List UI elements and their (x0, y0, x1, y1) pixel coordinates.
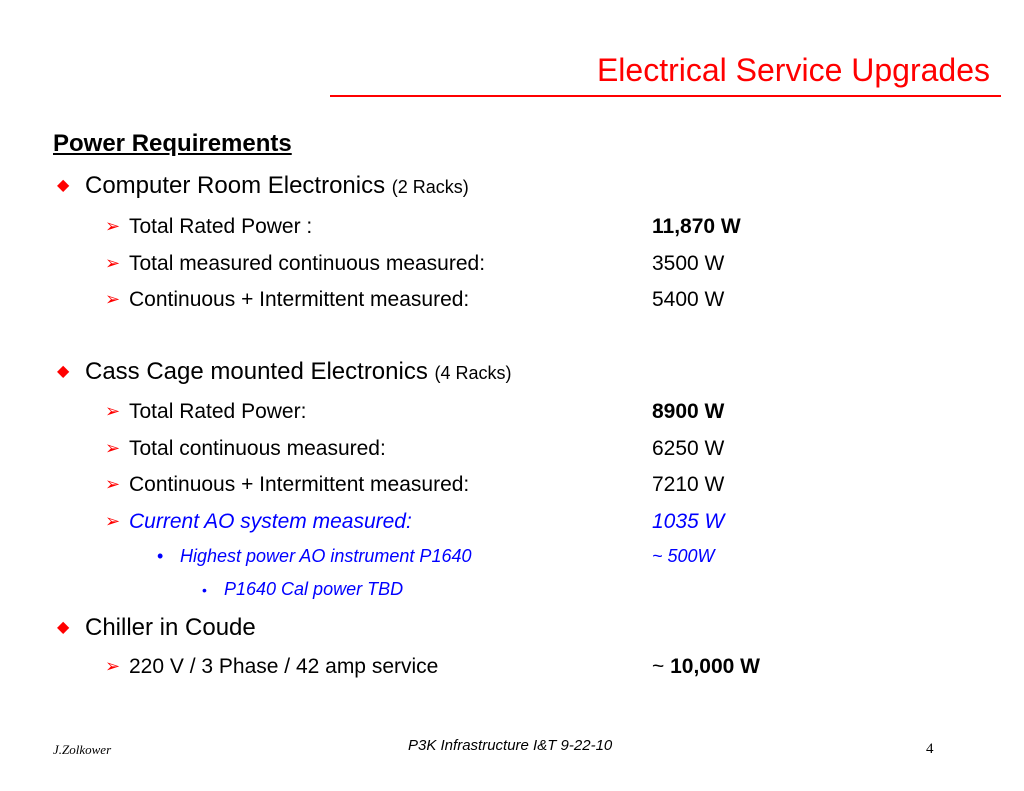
arrowhead-bullet-icon: ➢ (105, 511, 121, 531)
arrowhead-bullet-icon: ➢ (105, 474, 121, 494)
dot-bullet-icon: • (202, 582, 207, 598)
row-value: 6250 W (652, 437, 725, 460)
row-value: 3500 W (652, 252, 725, 275)
row-label: Total measured continuous measured: (129, 252, 486, 275)
footer-event: P3K Infrastructure I&T 9-22-10 (408, 737, 613, 754)
list-item (105, 400, 306, 424)
list-item (157, 546, 471, 567)
value-amount: 10,000 W (670, 655, 760, 678)
arrowhead-bullet-icon: ➢ (105, 289, 121, 309)
dot-bullet-icon: • (157, 546, 164, 566)
row-label: P1640 Cal power TBD (224, 579, 404, 599)
row-label: Total continuous measured: (129, 437, 386, 460)
arrowhead-bullet-icon: ➢ (105, 401, 121, 421)
group-label: Chiller in Coude (85, 614, 256, 641)
row-value: 7210 W (652, 473, 725, 496)
row-label: 220 V / 3 Phase / 42 amp service (129, 655, 439, 678)
row-value: 8900 W (652, 400, 725, 423)
row-value (652, 655, 760, 679)
group-label: Cass Cage mounted Electronics (85, 358, 428, 385)
list-item (105, 215, 312, 239)
diamond-bullet-icon: ◆ (57, 619, 70, 636)
row-label: Current AO system measured: (129, 510, 412, 533)
list-item (105, 655, 438, 679)
row-label: Continuous + Intermittent measured: (129, 473, 470, 496)
row-value: 5400 W (652, 288, 725, 311)
diamond-bullet-icon: ◆ (57, 177, 70, 194)
list-item (105, 510, 412, 534)
arrowhead-bullet-icon: ➢ (105, 253, 121, 273)
page-number: 4 (926, 741, 934, 757)
list-item (105, 437, 386, 461)
row-label: Highest power AO instrument P1640 (180, 546, 472, 566)
row-label: Total Rated Power : (129, 215, 313, 238)
list-item (202, 579, 403, 600)
row-label: Total Rated Power: (129, 400, 307, 423)
footer-author: J.Zolkower (53, 742, 112, 757)
row-value: 1035 W (652, 510, 725, 533)
value-prefix: ~ (652, 655, 665, 678)
group-note: (2 Racks) (391, 177, 469, 197)
arrowhead-bullet-icon: ➢ (105, 216, 121, 236)
arrowhead-bullet-icon: ➢ (105, 438, 121, 458)
row-value: ~ 500W (652, 546, 715, 566)
group-computer-room (57, 172, 469, 200)
group-label: Computer Room Electronics (85, 172, 386, 199)
list-item (105, 473, 469, 497)
list-item (105, 288, 469, 312)
title-underline-rule (330, 95, 1001, 97)
slide-title: Electrical Service Upgrades (596, 52, 990, 88)
section-heading: Power Requirements (53, 130, 292, 157)
row-value: 11,870 W (652, 215, 741, 238)
group-note: (4 Racks) (434, 363, 512, 383)
diamond-bullet-icon: ◆ (57, 363, 70, 380)
arrowhead-bullet-icon: ➢ (105, 656, 121, 676)
group-cass-cage (57, 358, 512, 386)
group-chiller (57, 614, 256, 642)
list-item (105, 252, 485, 276)
row-label: Continuous + Intermittent measured: (129, 288, 470, 311)
